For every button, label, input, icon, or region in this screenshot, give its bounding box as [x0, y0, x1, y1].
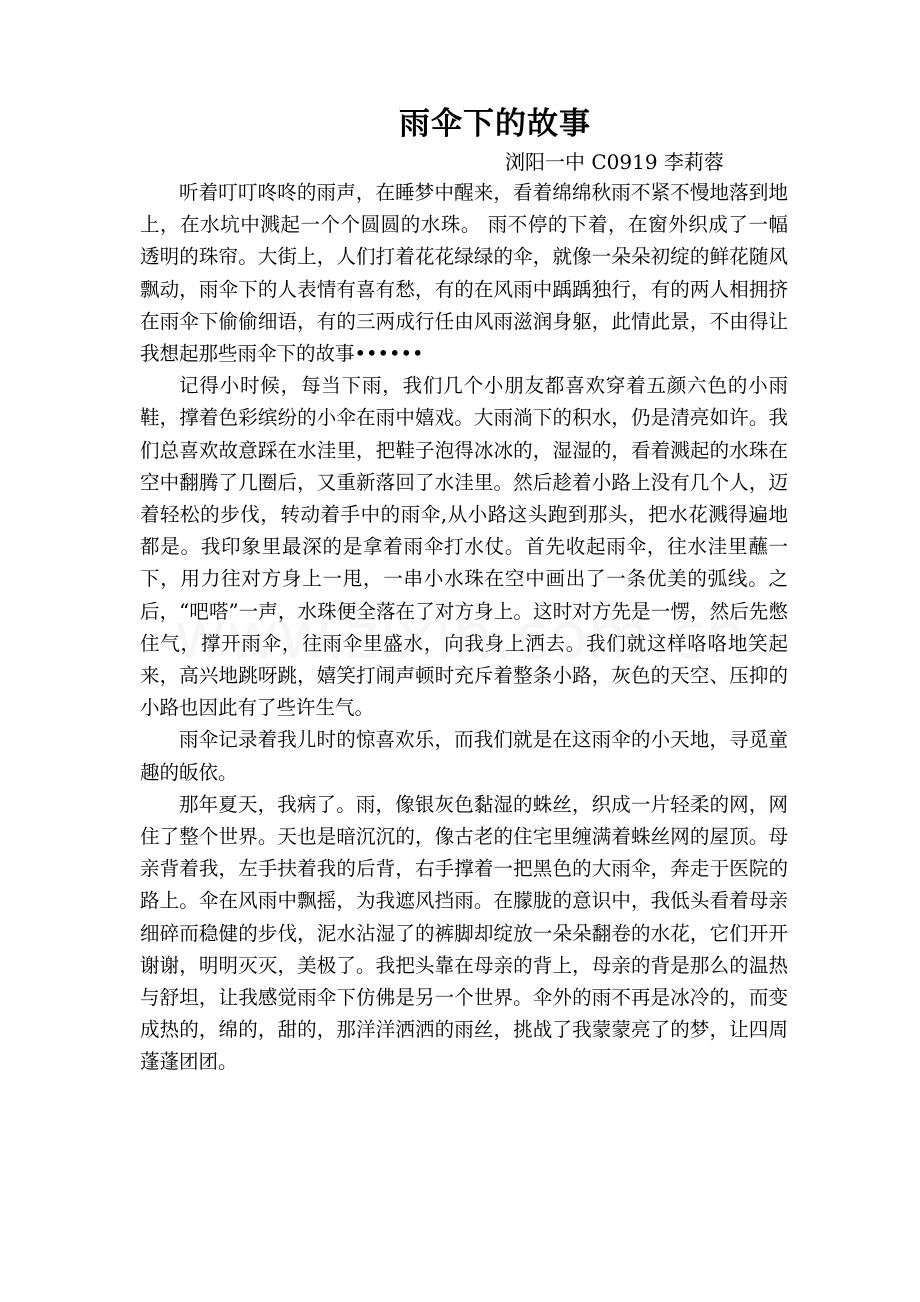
- paragraph-3: 雨伞记录着我儿时的惊喜欢乐，而我们就是在这雨伞的小天地，寻觅童趣的皈依。: [140, 728, 788, 784]
- paragraph-2: 记得小时候，每当下雨，我们几个小朋友都喜欢穿着五颜六色的小雨鞋，撑着色彩缤纷的小伞在雨中嬉戏。大雨淌下的积水，仍是清亮如许。我们总喜欢故意踩在水洼里，把鞋子泡得冰冰的，湿湿的，看着溅起的水珠在空中翻腾了几圈后，又重新落回了水洼里。然后趁着小路上没有几个人，迈着轻松的步伐，转动着手中的雨伞,从小路这头跑到那头，把水花溅得遍地都是。我印象里最深的是拿着雨伞打水仗。首先收起雨伞，往水洼里蘸一下，用力往对方身上一甩，一串小水珠在空中画出了一条优美的弧线。之后，“吧嗒”一声，水珠便全落在了对方身上。这时对方先是一愣，然后先憋住气，撑开雨伞，往雨伞里盛水，向我身上洒去。我们就这样咯咯地笑起来，高兴地跳呀跳，嬉笑打闹声顿时充斥着整条小路，灰色的天空、压抑的小路也因此有了些许生气。: [140, 374, 788, 720]
- document-body: [140, 177, 788, 1079]
- paragraph-1: 听着叮叮咚咚的雨声，在睡梦中醒来，看着绵绵秋雨不紧不慢地落到地上，在水坑中溅起一个个圆圆的水珠。 雨不停的下着，在窗外织成了一幅透明的珠帘。大街上，人们打着花花绿绿的伞，就像一朵朵初绽的鲜花随风飘动，雨伞下的人表情有喜有愁，有的在风雨中踽踽独行，有的两人相拥挤在雨伞下偷偷细语，有的三两成行任由风雨滋润身躯，此情此景，不由得让我想起那些雨伞下的故事••••••: [140, 181, 788, 366]
- author-byline: 浏阳一中 C0919 李莉蓉: [505, 150, 724, 174]
- paragraph-4: 那年夏天，我病了。雨，像银灰色黏湿的蛛丝，织成一片轻柔的网，网住了整个世界。天也是暗沉沉的，像古老的住宅里缠满着蛛丝网的屋顶。母亲背着我，左手扶着我的后背，右手撑着一把黑色的大雨伞，奔走于医院的路上。伞在风雨中飘摇，为我遮风挡雨。在朦胧的意识中，我低头看着母亲细碎而稳健的步伐，泥水沾湿了的裤脚却绽放一朵朵翻卷的水花，它们开开谢谢，明明灭灭，美极了。我把头靠在母亲的背上，母亲的背是那么的温热与舒坦，让我感觉雨伞下仿佛是另一个世界。伞外的雨不再是冰冷的，而变成热的，绵的，甜的，那洋洋洒洒的雨丝，挑战了我蒙蒙亮了的梦，让四周蓬蓬团团。: [140, 792, 788, 1074]
- document-title: 雨伞下的故事: [399, 106, 591, 142]
